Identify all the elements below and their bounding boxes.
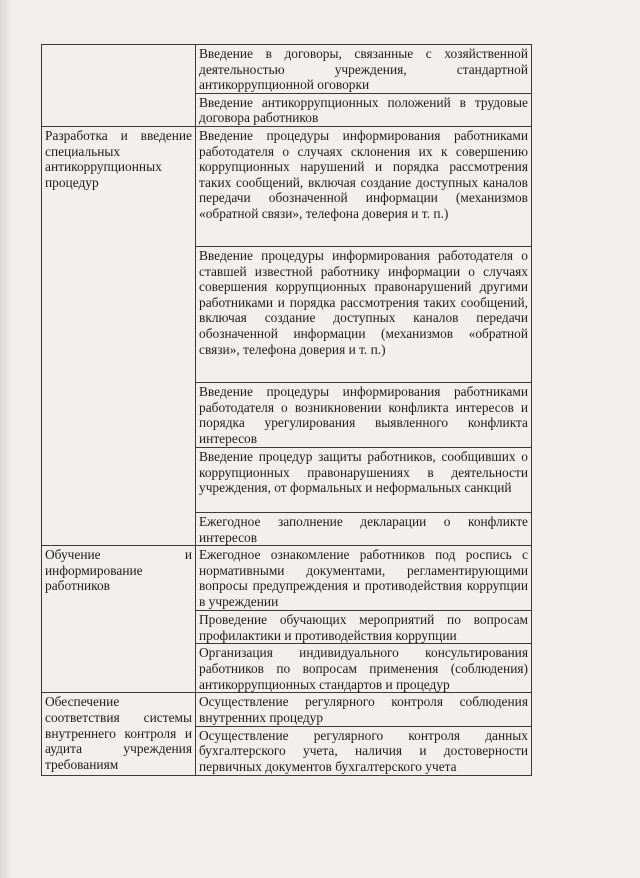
measure-cell: Ежегодное ознакомление работников под роспись с нормативными документами, регламентирующими вопросы предупреждения и противодействия коррупции в учреждении (196, 546, 532, 611)
scan-fold-shadow (0, 0, 12, 878)
anticorruption-measures-table (41, 44, 532, 776)
measure-cell: Введение в договоры, связанные с хозяйственной деятельностью учреждения, стандартной антикоррупционной оговорки (196, 45, 532, 94)
section-title: Обеспечение соответствия системы внутреннего контроля и аудита учреждения требованиям (42, 693, 196, 775)
measure-cell: Осуществление регулярного контроля данных бухгалтерского учета, наличия и достоверности первичных документов бухгалтерского учета (196, 726, 532, 775)
measure-cell: Ежегодное заполнение декларации о конфликте интересов (196, 512, 532, 545)
measure-cell: Введение антикоррупционных положений в трудовые договора работников (196, 93, 532, 126)
section-title (42, 45, 196, 127)
measure-cell: Введение процедуры информирования работниками работодателя о возникновении конфликта интересов и порядка урегулирования выявленного конфликта интересов (196, 382, 532, 447)
table-row (42, 126, 532, 246)
table-row (42, 546, 532, 611)
section-title: Обучение и информирование работников (42, 546, 196, 693)
measure-cell: Введение процедуры информирования работниками работодателя о случаях склонения их к совершению коррупционных нарушений и порядка рассмотрения таких сообщений, включая создание доступных каналов передачи обозначенной информации (механизмов «обратной связи», телефона доверия и т. п.) (196, 126, 532, 246)
section-title: Разработка и введение специальных антикоррупционных процедур (42, 126, 196, 545)
table-row (42, 45, 532, 94)
measure-cell: Осуществление регулярного контроля соблюдения внутренних процедур (196, 693, 532, 726)
table-row (42, 693, 532, 726)
measure-cell: Организация индивидуального консультирования работников по вопросам применения (соблюдения) антикоррупционных стандартов и процедур (196, 644, 532, 693)
measure-cell: Введение процедуры информирования работодателя о ставшей известной работнику информации о случаях совершения коррупционных правонарушений другими работниками и порядка рассмотрения таких сообщений, включая создание доступных каналов передачи обозначенной информации (механизмов «обратной связи», телефона доверия и т. п.) (196, 246, 532, 382)
measure-cell: Проведение обучающих мероприятий по вопросам профилактики и противодействия коррупции (196, 611, 532, 644)
measure-cell: Введение процедур защиты работников, сообщивших о коррупционных правонарушениях в деятельности учреждения, от формальных и неформальных санкций (196, 447, 532, 512)
